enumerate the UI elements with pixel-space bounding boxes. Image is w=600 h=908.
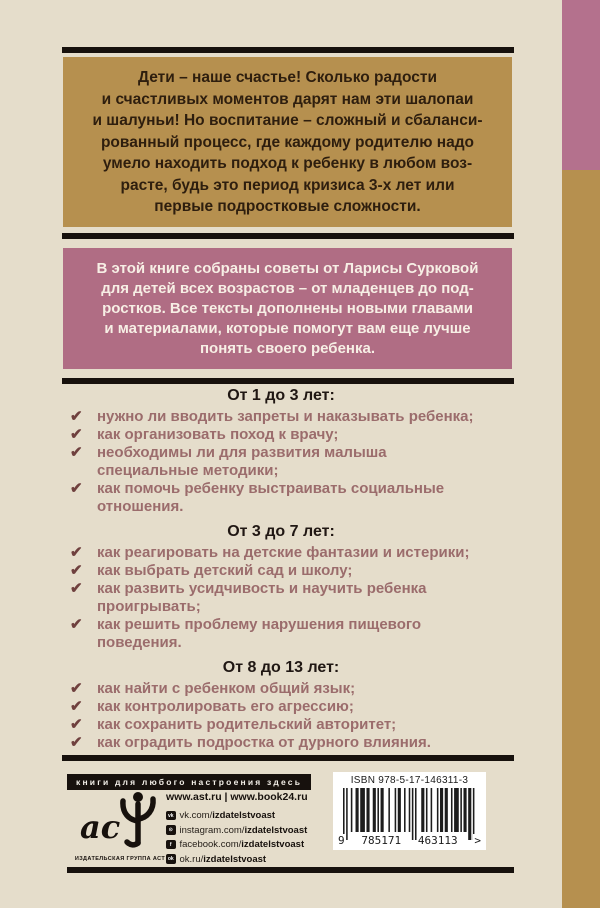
social-row-instagram — [166, 825, 336, 836]
checkmark-icon: ✔ — [70, 562, 83, 579]
list-item-text: отношения. — [97, 498, 184, 515]
spine-stripe — [562, 0, 600, 908]
intro-text-box — [63, 57, 512, 227]
divider-rule-after-intro — [62, 233, 514, 239]
list-item — [0, 544, 562, 562]
social-row-vk — [166, 810, 336, 821]
list-item — [0, 480, 562, 498]
section-age-1-3 — [0, 386, 562, 516]
list-item — [0, 462, 562, 480]
intro-text-line: рованный процесс, где каждому родителю надо — [100, 133, 475, 151]
spine-stripe-pink-segment — [562, 0, 600, 170]
list-item — [0, 444, 562, 462]
intro-text-line: и счастливых моментов дарят нам эти шалопаи — [101, 90, 474, 108]
list-item-text: как развить усидчивость и научить ребенка — [97, 580, 427, 597]
list-item — [0, 680, 562, 698]
list-item-text: поведения. — [97, 634, 182, 651]
list-item-text: специальные методики; — [97, 462, 279, 479]
isbn-number: ISBN 978-5-17-146311-3 — [350, 775, 469, 786]
section-list — [0, 680, 562, 752]
publisher-urls: www.ast.ru | www.book24.ru — [166, 791, 308, 803]
list-item — [0, 698, 562, 716]
list-item — [0, 498, 562, 516]
intro-text-line: Дети – наше счастье! Сколько радости — [138, 69, 437, 86]
summary-text-line: и материалами, которые помогут вам еще лучше — [104, 320, 471, 337]
ast-logo-figure-icon — [70, 788, 170, 850]
section-list — [0, 544, 562, 652]
summary-text-line: ростков. Все тексты дополнены новыми главами — [102, 300, 473, 317]
checkmark-icon: ✔ — [70, 680, 83, 697]
list-item-text: как выбрать детский сад и школу; — [97, 562, 353, 579]
divider-rule-top — [62, 47, 514, 53]
list-item-text: как помочь ребенку выстраивать социальные — [97, 480, 445, 497]
section-age-3-7 — [0, 522, 562, 652]
intro-text-line: расте, будь это период кризиса 3-х лет или — [120, 176, 455, 194]
publisher-slogan-badge: книги для любого настроения здесь — [67, 774, 311, 790]
list-item-text: как сохранить родительский авторитет; — [97, 716, 397, 733]
spine-stripe-gold-segment — [562, 170, 600, 908]
publisher-links — [166, 791, 336, 868]
isbn-barcode — [333, 772, 486, 850]
age-sections — [0, 384, 562, 758]
summary-text-box — [63, 248, 512, 369]
section-list — [0, 408, 562, 516]
list-item-text: как реагировать на детские фантазии и истерики; — [97, 544, 470, 561]
svg-text:ас: ас — [80, 808, 121, 846]
list-item-text: как организовать поход к врачу; — [97, 426, 339, 443]
social-link-text: vk.com/izdatelstvoast — [179, 810, 276, 821]
list-item — [0, 426, 562, 444]
intro-text-line: и шалуньи! Но воспитание – сложный и сбаланси- — [92, 112, 483, 129]
summary-text-line: В этой книге собраны советы от Ларисы Сурковой — [96, 260, 479, 277]
barcode-bars — [343, 788, 476, 840]
list-item-text: как контролировать его агрессию; — [97, 698, 354, 715]
list-item — [0, 598, 562, 616]
divider-rule-footer — [62, 755, 514, 761]
intro-text-line: умело находить подход к ребенку в любом воз- — [102, 155, 473, 172]
checkmark-icon: ✔ — [70, 580, 83, 597]
ok-icon: ok — [167, 856, 174, 862]
checkmark-icon: ✔ — [70, 716, 83, 733]
summary-text-line: для детей всех возрастов – от младенцев до под- — [101, 280, 474, 297]
facebook-icon: f — [166, 840, 176, 850]
social-link-text: facebook.com/izdatelstvoast — [179, 839, 305, 850]
checkmark-icon: ✔ — [70, 444, 83, 461]
checkmark-icon: ✔ — [70, 698, 83, 715]
social-link-text: ok.ru/izdatelstvoast — [179, 853, 267, 865]
list-item — [0, 716, 562, 734]
section-age-8-13 — [0, 658, 562, 752]
list-item-text: нужно ли вводить запреты и наказывать ребенка; — [97, 408, 474, 425]
barcode-arrow: > — [474, 834, 481, 847]
checkmark-icon: ✔ — [70, 544, 83, 561]
section-heading: От 8 до 13 лет: — [222, 659, 340, 676]
divider-rule-bottom — [67, 867, 514, 873]
checkmark-icon: ✔ — [70, 616, 83, 633]
section-heading: От 1 до 3 лет: — [227, 387, 335, 404]
instagram-icon: ⊙ — [166, 825, 176, 835]
intro-text-line: первые подростковые сложности. — [154, 198, 421, 215]
list-item — [0, 616, 562, 634]
checkmark-icon: ✔ — [70, 734, 83, 751]
list-item-text: необходимы ли для развития малыша — [97, 444, 387, 461]
list-item-text: как решить проблему нарушения пищевого — [97, 616, 422, 633]
ast-logo-caption: ИЗДАТЕЛЬСКАЯ ГРУППА АСТ — [74, 856, 166, 862]
social-link-text: instagram.com/izdatelstvoast — [179, 824, 308, 836]
checkmark-icon: ✔ — [70, 408, 83, 425]
list-item — [0, 634, 562, 652]
summary-text-line: понять своего ребенка. — [199, 340, 375, 357]
list-item — [0, 580, 562, 598]
barcode-digits: 9 785171 463113 > — [338, 834, 481, 847]
list-item-text: как оградить подростка от дурного влияния. — [97, 734, 431, 751]
ast-publisher-logo — [70, 788, 170, 862]
checkmark-icon: ✔ — [70, 480, 83, 497]
social-row-facebook — [166, 839, 336, 850]
list-item — [0, 408, 562, 426]
social-row-ok — [166, 854, 336, 865]
section-heading: От 3 до 7 лет: — [227, 523, 335, 540]
list-item-text: как найти с ребенком общий язык; — [97, 680, 356, 697]
checkmark-icon: ✔ — [70, 426, 83, 443]
vk-icon: vk — [167, 812, 174, 819]
list-item — [0, 734, 562, 752]
list-item — [0, 562, 562, 580]
list-item-text: проигрывать; — [97, 598, 201, 615]
